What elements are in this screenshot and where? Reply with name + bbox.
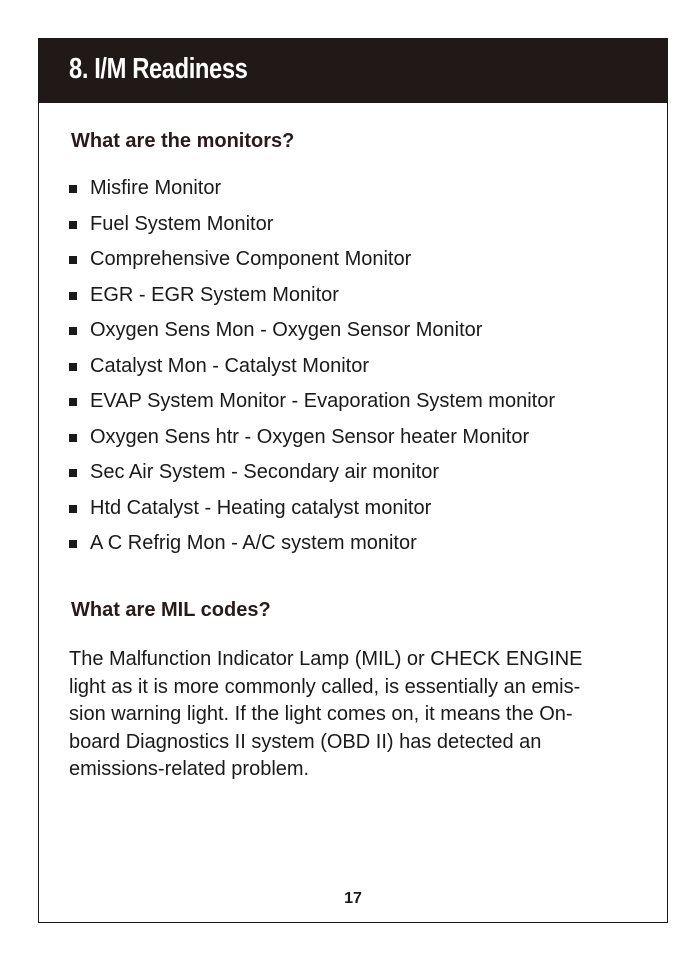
paragraph-line: emissions-related problem. <box>69 758 310 780</box>
list-item-label: Catalyst Mon - Catalyst Monitor <box>90 354 369 377</box>
list-item-label: Sec Air System - Secondary air monitor <box>90 461 440 483</box>
paragraph-line: board Diagnostics II system (OBD II) has detected an <box>69 730 542 753</box>
list-item-label: Htd Catalyst - Heating catalyst monitor <box>90 496 432 519</box>
list-item <box>69 209 555 245</box>
list-item-label: EVAP System Monitor - Evaporation System monitor <box>90 390 555 412</box>
square-bullet-icon <box>69 469 77 477</box>
list-item <box>69 386 555 422</box>
monitors-heading: What are the monitors? <box>71 130 295 152</box>
paragraph-line: The Malfunction Indicator Lamp (MIL) or CHECK ENGINE <box>69 648 583 670</box>
square-bullet-icon <box>69 185 77 193</box>
list-item-label: Oxygen Sens htr - Oxygen Sensor heater Monitor <box>90 425 530 448</box>
section-title: 8. I/M Readiness <box>69 53 248 85</box>
list-item <box>69 457 555 493</box>
square-bullet-icon <box>69 398 77 406</box>
paragraph-line: light as it is more commonly called, is essentially an emis- <box>69 675 581 698</box>
list-item <box>69 173 555 209</box>
list-item <box>69 315 555 351</box>
list-item-label: A C Refrig Mon - A/C system monitor <box>90 532 417 554</box>
mil-description <box>69 646 649 784</box>
list-item-label: Comprehensive Component Monitor <box>90 248 412 270</box>
square-bullet-icon <box>69 505 77 513</box>
square-bullet-icon <box>69 540 77 548</box>
list-item-label: Oxygen Sens Mon - Oxygen Sensor Monitor <box>90 319 483 341</box>
list-item <box>69 422 555 458</box>
square-bullet-icon <box>69 292 77 300</box>
monitor-list <box>69 173 555 564</box>
page-number: 17 <box>344 890 362 907</box>
square-bullet-icon <box>69 434 77 442</box>
mil-heading: What are MIL codes? <box>71 599 271 621</box>
paragraph-line: sion warning light. If the light comes on, it means the On- <box>69 703 573 725</box>
square-bullet-icon <box>69 256 77 264</box>
square-bullet-icon <box>69 221 77 229</box>
list-item <box>69 351 555 387</box>
page-frame <box>38 38 668 923</box>
list-item-label: Misfire Monitor <box>90 177 222 199</box>
list-item-label: Fuel System Monitor <box>90 212 274 235</box>
list-item <box>69 244 555 280</box>
square-bullet-icon <box>69 363 77 371</box>
list-item <box>69 280 555 316</box>
square-bullet-icon <box>69 327 77 335</box>
list-item <box>69 528 555 564</box>
list-item-label: EGR - EGR System Monitor <box>90 283 339 306</box>
list-item <box>69 493 555 529</box>
section-header-bar <box>39 39 667 103</box>
